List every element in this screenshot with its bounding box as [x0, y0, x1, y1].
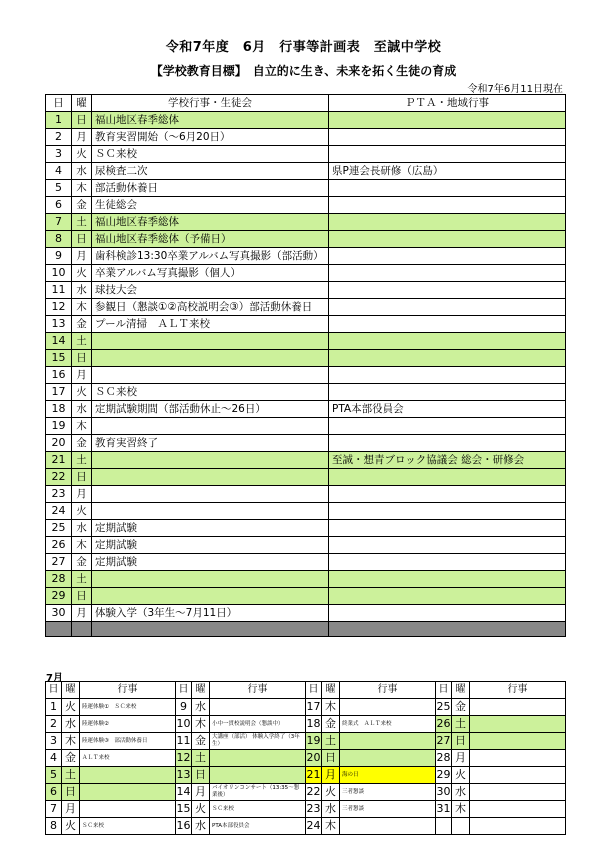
header-event: 行事 [80, 682, 176, 699]
pta-event-cell [329, 333, 566, 350]
spacer-cell [92, 622, 329, 637]
day-cell: 15 [46, 350, 72, 367]
table-row [46, 537, 566, 554]
event-cell [340, 699, 436, 716]
pta-event-cell: 至誠・想青ブロック協議会 総会・研修会 [329, 452, 566, 469]
table-row [46, 554, 566, 571]
day-cell: 18 [306, 716, 322, 733]
july-schedule-table [45, 681, 566, 835]
school-event-cell: 球技大会 [92, 282, 329, 299]
day-cell: 10 [46, 265, 72, 282]
weekday-cell: 火 [62, 699, 80, 716]
day-cell: 22 [46, 469, 72, 486]
event-cell: 小中一貫校説明会（懇談中） [210, 716, 306, 733]
weekday-cell: 日 [72, 231, 92, 248]
day-cell: 30 [436, 784, 452, 801]
weekday-cell: 火 [322, 784, 340, 801]
school-event-cell: 参観日（懇談①②高校説明会③）部活動休養日 [92, 299, 329, 316]
weekday-cell: 木 [72, 299, 92, 316]
page-title: 令和7年度 6月 行事等計画表 至誠中学校 [165, 40, 442, 55]
weekday-cell: 水 [322, 801, 340, 818]
day-cell: 25 [436, 699, 452, 716]
table-row [46, 231, 566, 248]
weekday-cell: 月 [192, 784, 210, 801]
header-weekday: 曜 [62, 682, 80, 699]
pta-event-cell [329, 129, 566, 146]
day-cell: 7 [46, 214, 72, 231]
day-cell: 18 [46, 401, 72, 418]
weekday-cell: 日 [72, 350, 92, 367]
pta-event-cell [329, 282, 566, 299]
header-event: 行事 [470, 682, 566, 699]
table-row [46, 248, 566, 265]
school-event-cell: ＳＣ来校 [92, 146, 329, 163]
day-cell: 8 [46, 231, 72, 248]
header-weekday: 曜 [452, 682, 470, 699]
day-cell: 1 [46, 699, 62, 716]
day-cell: 20 [306, 750, 322, 767]
day-cell: 1 [46, 112, 72, 129]
day-cell: 19 [46, 418, 72, 435]
table-row [46, 265, 566, 282]
weekday-cell: 金 [72, 435, 92, 452]
school-event-cell: 福山地区春季総体（予備日） [92, 231, 329, 248]
header-weekday: 曜 [322, 682, 340, 699]
table-row [46, 146, 566, 163]
pta-event-cell [329, 537, 566, 554]
table-row [46, 435, 566, 452]
day-cell: 2 [46, 129, 72, 146]
event-cell: ＳＣ来校 [80, 818, 176, 835]
day-cell: 20 [46, 435, 72, 452]
weekday-cell: 土 [452, 716, 470, 733]
table-row [46, 384, 566, 401]
weekday-cell: 日 [322, 750, 340, 767]
weekday-cell: 月 [72, 248, 92, 265]
pta-event-cell [329, 418, 566, 435]
school-event-cell: 卒業アルバム写真撮影（個人） [92, 265, 329, 282]
day-cell: 21 [306, 767, 322, 784]
weekday-cell: 土 [72, 333, 92, 350]
header-event: 行事 [210, 682, 306, 699]
pta-event-cell [329, 435, 566, 452]
day-cell: 4 [46, 163, 72, 180]
day-cell: 4 [46, 750, 62, 767]
school-event-cell [92, 333, 329, 350]
event-cell: 海の日 [340, 767, 436, 784]
event-cell [210, 767, 306, 784]
table-row [46, 699, 566, 716]
pta-event-cell [329, 146, 566, 163]
weekday-cell: 月 [72, 605, 92, 622]
pta-event-cell [329, 299, 566, 316]
table-row [46, 818, 566, 835]
weekday-cell: 木 [322, 699, 340, 716]
event-cell [470, 801, 566, 818]
june-header-row [46, 95, 566, 112]
weekday-cell: 水 [72, 401, 92, 418]
weekday-cell: 火 [72, 265, 92, 282]
day-cell: 13 [176, 767, 192, 784]
event-cell: 陸運体験③ 部活動休養日 [80, 733, 176, 750]
day-cell: 11 [176, 733, 192, 750]
school-event-cell [92, 418, 329, 435]
school-event-cell: 尿検査二次 [92, 163, 329, 180]
school-event-cell: 体験入学（3年生～7月11日） [92, 605, 329, 622]
weekday-cell: 水 [452, 784, 470, 801]
weekday-cell: 月 [322, 767, 340, 784]
day-cell: 14 [46, 333, 72, 350]
weekday-cell: 水 [72, 163, 92, 180]
day-cell: 9 [176, 699, 192, 716]
table-row [46, 350, 566, 367]
header-school-events: 学校行事・生徒会 [92, 95, 329, 112]
weekday-cell: 水 [62, 716, 80, 733]
day-cell: 7 [46, 801, 62, 818]
july-header-row [46, 682, 566, 699]
school-event-cell: 定期試験 [92, 554, 329, 571]
weekday-cell: 水 [72, 282, 92, 299]
day-cell: 13 [46, 316, 72, 333]
school-event-cell [92, 452, 329, 469]
day-cell: 10 [176, 716, 192, 733]
day-cell: 2 [46, 716, 62, 733]
pta-event-cell [329, 588, 566, 605]
event-cell [340, 818, 436, 835]
header-weekday: 曜 [72, 95, 92, 112]
event-cell [470, 716, 566, 733]
day-cell: 12 [176, 750, 192, 767]
school-event-cell: プール清掃 ＡＬＴ来校 [92, 316, 329, 333]
pta-event-cell [329, 384, 566, 401]
table-row [46, 452, 566, 469]
table-row [46, 163, 566, 180]
weekday-cell: 土 [72, 452, 92, 469]
table-row [46, 129, 566, 146]
event-cell [470, 784, 566, 801]
school-event-cell: 教育実習開始（～6月20日） [92, 129, 329, 146]
event-cell: PTA本部役員会 [210, 818, 306, 835]
table-row [46, 112, 566, 129]
header-pta-events: ＰＴＡ・地域行事 [329, 95, 566, 112]
weekday-cell: 金 [322, 716, 340, 733]
table-row [46, 333, 566, 350]
school-event-cell: 福山地区春季総体 [92, 112, 329, 129]
day-cell: 24 [306, 818, 322, 835]
weekday-cell: 日 [192, 767, 210, 784]
table-row [46, 180, 566, 197]
table-row [46, 486, 566, 503]
pta-event-cell [329, 112, 566, 129]
day-cell: 24 [46, 503, 72, 520]
day-cell: 15 [176, 801, 192, 818]
school-event-cell: 部活動休養日 [92, 180, 329, 197]
day-cell: 31 [436, 801, 452, 818]
weekday-cell: 金 [62, 750, 80, 767]
pta-event-cell [329, 180, 566, 197]
spacer-cell [46, 622, 72, 637]
day-cell: 27 [46, 554, 72, 571]
pta-event-cell [329, 265, 566, 282]
day-cell: 23 [306, 801, 322, 818]
school-event-cell [92, 350, 329, 367]
day-cell: 26 [436, 716, 452, 733]
event-cell [80, 801, 176, 818]
table-row [46, 469, 566, 486]
weekday-cell: 木 [62, 733, 80, 750]
weekday-cell: 火 [72, 384, 92, 401]
weekday-cell: 月 [452, 750, 470, 767]
table-row [46, 801, 566, 818]
day-cell: 19 [306, 733, 322, 750]
weekday-cell: 木 [452, 801, 470, 818]
pta-event-cell [329, 605, 566, 622]
pta-event-cell [329, 520, 566, 537]
header-day: 日 [306, 682, 322, 699]
header-event: 行事 [340, 682, 436, 699]
school-event-cell [92, 486, 329, 503]
day-cell: 6 [46, 784, 62, 801]
weekday-cell: 土 [322, 733, 340, 750]
table-row [46, 214, 566, 231]
event-cell [210, 750, 306, 767]
header-day: 日 [436, 682, 452, 699]
weekday-cell: 木 [192, 716, 210, 733]
weekday-cell: 土 [72, 571, 92, 588]
weekday-cell: 火 [62, 818, 80, 835]
school-event-cell [92, 367, 329, 384]
weekday-cell: 日 [72, 469, 92, 486]
day-cell: 11 [46, 282, 72, 299]
education-goal: 【学校教育目標】 自立的に生き、未来を拓く生徒の育成 [150, 64, 457, 78]
day-cell: 28 [436, 750, 452, 767]
event-cell [340, 750, 436, 767]
day-cell: 17 [46, 384, 72, 401]
day-cell: 12 [46, 299, 72, 316]
day-cell: 16 [46, 367, 72, 384]
pta-event-cell [329, 367, 566, 384]
pta-event-cell: 県P連会長研修（広島） [329, 163, 566, 180]
table-row [46, 605, 566, 622]
table-row [46, 520, 566, 537]
weekday-cell: 日 [62, 784, 80, 801]
event-cell [470, 733, 566, 750]
event-cell [80, 767, 176, 784]
table-row [46, 401, 566, 418]
spacer-cell [72, 622, 92, 637]
pta-event-cell [329, 350, 566, 367]
day-cell: 16 [176, 818, 192, 835]
weekday-cell: 金 [452, 699, 470, 716]
weekday-cell: 月 [72, 129, 92, 146]
school-event-cell: ＳＣ来校 [92, 384, 329, 401]
event-cell: 終業式 ＡＬＴ来校 [340, 716, 436, 733]
day-cell: 17 [306, 699, 322, 716]
weekday-cell: 金 [72, 316, 92, 333]
day-cell: 30 [46, 605, 72, 622]
table-row [46, 733, 566, 750]
weekday-cell: 木 [322, 818, 340, 835]
weekday-cell: 日 [72, 588, 92, 605]
event-cell: ＳＣ来校 [210, 801, 306, 818]
table-row [46, 503, 566, 520]
event-cell: 陸運体験② [80, 716, 176, 733]
pta-event-cell [329, 554, 566, 571]
event-cell [470, 699, 566, 716]
weekday-cell: 木 [72, 180, 92, 197]
weekday-cell: 土 [192, 750, 210, 767]
day-cell: 5 [46, 180, 72, 197]
weekday-cell: 金 [72, 197, 92, 214]
day-cell: 28 [46, 571, 72, 588]
school-event-cell: 教育実習終了 [92, 435, 329, 452]
as-of-date: 令和7年6月11日現在 [467, 84, 563, 95]
table-row [46, 716, 566, 733]
weekday-cell: 金 [72, 554, 92, 571]
table-row [46, 197, 566, 214]
day-cell: 14 [176, 784, 192, 801]
header-day: 日 [46, 682, 62, 699]
event-cell: 陸運体験① ＳＣ来校 [80, 699, 176, 716]
event-cell: 大講座（部活） 体験入学終了（3年生） [210, 733, 306, 750]
header-weekday: 曜 [192, 682, 210, 699]
event-cell [470, 767, 566, 784]
school-event-cell [92, 588, 329, 605]
pta-event-cell [329, 214, 566, 231]
day-cell: 27 [436, 733, 452, 750]
school-event-cell: 福山地区春季総体 [92, 214, 329, 231]
pta-event-cell [329, 469, 566, 486]
table-row [46, 418, 566, 435]
day-cell: 26 [46, 537, 72, 554]
event-cell: バイオリンコンサート（13:35～懇業後） [210, 784, 306, 801]
pta-event-cell: PTA本部役員会 [329, 401, 566, 418]
weekday-cell: 火 [192, 801, 210, 818]
table-row [46, 367, 566, 384]
school-event-cell: 定期試験 [92, 520, 329, 537]
school-event-cell: 歯科検診13:30卒業アルバム写真撮影（部活動） [92, 248, 329, 265]
event-cell [210, 699, 306, 716]
pta-event-cell [329, 231, 566, 248]
header-day: 日 [176, 682, 192, 699]
weekday-cell: 金 [192, 733, 210, 750]
event-cell: 三者懇談 [340, 801, 436, 818]
table-row [46, 299, 566, 316]
school-event-cell: 生徒総会 [92, 197, 329, 214]
weekday-cell: 水 [192, 818, 210, 835]
spacer-row [46, 622, 566, 637]
header-day: 日 [46, 95, 72, 112]
weekday-cell: 火 [72, 503, 92, 520]
school-event-cell [92, 571, 329, 588]
pta-event-cell [329, 503, 566, 520]
day-cell: 5 [46, 767, 62, 784]
table-row [46, 784, 566, 801]
school-event-cell [92, 503, 329, 520]
weekday-cell: 火 [452, 767, 470, 784]
pta-event-cell [329, 248, 566, 265]
pta-event-cell [329, 316, 566, 333]
table-row [46, 282, 566, 299]
spacer-cell [329, 622, 566, 637]
day-cell: 29 [436, 767, 452, 784]
school-event-cell: 定期試験期間（部活動休止～26日） [92, 401, 329, 418]
weekday-cell: 月 [72, 367, 92, 384]
pta-event-cell [329, 571, 566, 588]
table-row [46, 767, 566, 784]
day-cell: 25 [46, 520, 72, 537]
table-row [46, 750, 566, 767]
july-label: 7月 [46, 673, 63, 684]
event-cell [80, 784, 176, 801]
day-cell: 29 [46, 588, 72, 605]
day-cell: 23 [46, 486, 72, 503]
weekday-cell: 木 [72, 418, 92, 435]
weekday-cell: 土 [72, 214, 92, 231]
day-cell: 8 [46, 818, 62, 835]
event-cell: ＡＬＴ来校 [80, 750, 176, 767]
day-cell: 3 [46, 733, 62, 750]
table-row [46, 571, 566, 588]
weekday-cell: 火 [72, 146, 92, 163]
day-cell: 21 [46, 452, 72, 469]
event-cell [470, 818, 566, 835]
day-cell: 6 [46, 197, 72, 214]
weekday-cell: 日 [452, 733, 470, 750]
day-cell [436, 818, 452, 835]
june-schedule-table [45, 94, 566, 637]
event-cell [340, 733, 436, 750]
weekday-cell [452, 818, 470, 835]
event-cell [470, 750, 566, 767]
day-cell: 22 [306, 784, 322, 801]
weekday-cell: 土 [62, 767, 80, 784]
table-row [46, 316, 566, 333]
weekday-cell: 水 [72, 520, 92, 537]
weekday-cell: 月 [72, 486, 92, 503]
school-event-cell: 定期試験 [92, 537, 329, 554]
school-event-cell [92, 469, 329, 486]
event-cell: 三者懇談 [340, 784, 436, 801]
day-cell: 3 [46, 146, 72, 163]
pta-event-cell [329, 197, 566, 214]
weekday-cell: 月 [62, 801, 80, 818]
weekday-cell: 水 [192, 699, 210, 716]
table-row [46, 588, 566, 605]
pta-event-cell [329, 486, 566, 503]
weekday-cell: 日 [72, 112, 92, 129]
weekday-cell: 木 [72, 537, 92, 554]
day-cell: 9 [46, 248, 72, 265]
